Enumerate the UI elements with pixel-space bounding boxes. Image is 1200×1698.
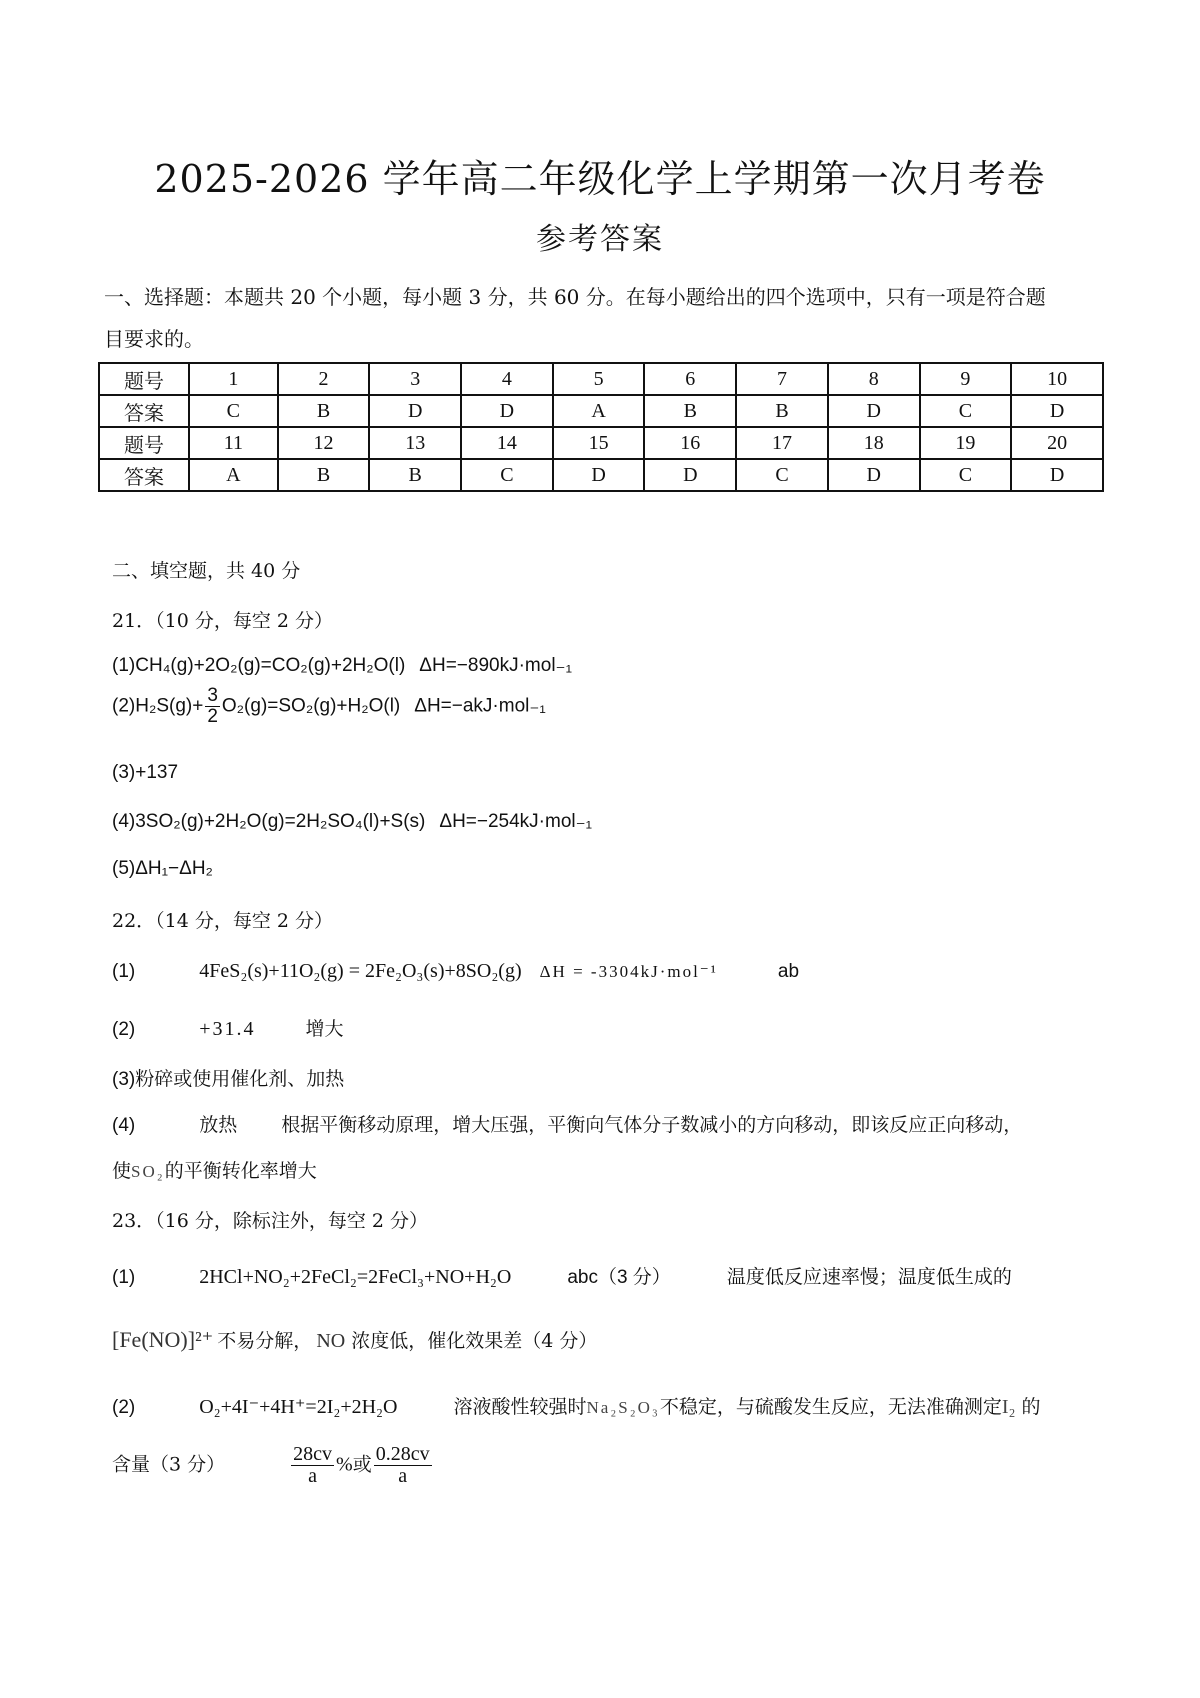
fraction-numerator: 28cv — [293, 1443, 333, 1465]
q23-a1-line2-formula: [Fe(NO)]²⁺ — [112, 1327, 214, 1352]
q21-a1-equation: (1)CH₄(g)+2O₂(g)=CO₂(g)+2H₂O(l) — [112, 655, 406, 676]
q23-a1-line2-mid: 不易分解， — [217, 1330, 313, 1352]
answer-cell: D — [553, 459, 645, 491]
q23-a1-line2-formula2: NO — [316, 1330, 346, 1352]
section2-heading: 二、填空题，共 40 分 — [112, 560, 301, 582]
answer-cell: D — [1011, 459, 1103, 491]
section1-intro — [104, 276, 1104, 360]
q22-a4-line2-formula: SO₂ — [131, 1162, 165, 1181]
answer-cell: D — [461, 395, 553, 427]
q22-a4-text1: 放热 — [199, 1114, 238, 1136]
fraction-denominator: a — [308, 1465, 318, 1487]
answer-cell: C — [920, 459, 1012, 491]
q22-a4-text2: 根据平衡移动原理，增大压强，平衡向气体分子数减小的方向移动，即该反应正向移动， — [281, 1114, 1023, 1136]
row-label-answer: 答案 — [99, 459, 189, 491]
q22-a2-value: +31.4 — [199, 1018, 256, 1040]
answer-cell: D — [369, 395, 461, 427]
q22-a4-line2-post: 的平衡转化率增大 — [164, 1160, 317, 1182]
answer-cell: B — [736, 395, 828, 427]
q22-a1-enthalpy: ΔH = -3304kJ·mol⁻¹ — [539, 962, 718, 981]
q21-answer-1 — [112, 654, 572, 677]
question-number-cell: 10 — [1011, 363, 1103, 395]
q21-a4-enthalpy: ΔH=−254kJ·mol₋₁ — [439, 811, 593, 832]
q23-a2-reason-mid: 不稳定，与硫酸发生反应，无法准确测定 — [659, 1396, 1002, 1418]
fraction-numerator: 3 — [207, 685, 218, 706]
section1-intro-line1: 一、选择题：本题共 20 个小题，每小题 3 分，共 60 分。在每小题给出的四个选项中，只有一项是符合题 — [104, 285, 1046, 309]
question-number-cell: 16 — [644, 427, 736, 459]
q21-header: 21．（10 分，每空 2 分） — [112, 610, 334, 632]
q22-a2-label: (2) — [112, 1019, 136, 1040]
question-number-cell: 13 — [369, 427, 461, 459]
q22-a4-label: (4) — [112, 1115, 136, 1136]
answer-cell: C — [189, 395, 278, 427]
answer-cell: B — [369, 459, 461, 491]
q21-a2-pre: (2)H₂S(g)+ — [112, 695, 204, 717]
q23-a2-reason-formula2: I₂ — [1001, 1396, 1016, 1418]
q23-answer-2-cont — [112, 1444, 434, 1487]
question-number-cell: 4 — [461, 363, 553, 395]
question-number-cell: 14 — [461, 427, 553, 459]
answer-cell: D — [644, 459, 736, 491]
answer-cell: C — [736, 459, 828, 491]
answer-cell: B — [278, 459, 370, 491]
q23-header: 23．（16 分，除标注外，每空 2 分） — [112, 1210, 429, 1232]
answer-cell: B — [278, 395, 370, 427]
question-number-cell: 18 — [828, 427, 920, 459]
q23-a2-reason-pre: 溶液酸性较强时 — [453, 1396, 587, 1418]
q22-answer-4-cont — [112, 1156, 317, 1183]
q22-answer-3: (3)粉碎或使用催化剂、加热 — [112, 1069, 345, 1090]
question-number-cell: 12 — [278, 427, 370, 459]
q22-a1-extra: ab — [777, 961, 800, 982]
page-subtitle: 参考答案 — [536, 222, 664, 257]
answer-cell: A — [553, 395, 645, 427]
q23-answer-1-cont — [112, 1326, 597, 1353]
question-number-cell: 9 — [920, 363, 1012, 395]
question-number-cell: 11 — [189, 427, 278, 459]
q23-a1-reason: 温度低反应速率慢；温度低生成的 — [726, 1266, 1012, 1288]
answer-cell: B — [644, 395, 736, 427]
table-row-question-numbers — [99, 427, 1103, 459]
q23-a2-line2-pre: 含量（3 分） — [112, 1453, 226, 1476]
q23-a2-label: (2) — [112, 1397, 136, 1418]
q22-answer-1 — [112, 960, 799, 983]
q23-a2-fraction-1 — [291, 1444, 334, 1487]
fraction-numerator: 0.28cv — [375, 1443, 430, 1465]
question-number-cell: 19 — [920, 427, 1012, 459]
q21-a1-enthalpy: ΔH=−890kJ·mol₋₁ — [419, 655, 572, 676]
q22-a1-equation: 4FeS₂(s)+11O₂(g) = 2Fe₂O₃(s)+8SO₂(g) — [199, 960, 522, 982]
question-number-cell: 15 — [553, 427, 645, 459]
q21-answer-5: (5)ΔH₁−ΔH₂ — [112, 858, 213, 879]
answer-cell: C — [920, 395, 1012, 427]
q21-a2-fraction — [205, 686, 220, 727]
q23-a2-reason-formula: Na₂S₂O₃ — [586, 1398, 660, 1417]
question-number-cell: 17 — [736, 427, 828, 459]
q22-a1-label: (1) — [112, 961, 136, 982]
q23-a1-extra: abc（3 分） — [567, 1267, 671, 1288]
q23-a2-or: 或 — [352, 1453, 372, 1476]
fraction-denominator: 2 — [207, 705, 218, 727]
question-number-cell: 1 — [189, 363, 278, 395]
q21-a4-equation: (4)3SO₂(g)+2H₂O(g)=2H₂SO₄(l)+S(s) — [112, 811, 426, 832]
question-number-cell: 3 — [369, 363, 461, 395]
table-row-answers — [99, 459, 1103, 491]
row-label-answer: 答案 — [99, 395, 189, 427]
question-number-cell: 20 — [1011, 427, 1103, 459]
answer-cell: D — [828, 459, 920, 491]
q21-answer-3: (3)+137 — [112, 762, 179, 783]
answer-table — [98, 362, 1104, 492]
q23-a2-percent: % — [336, 1453, 353, 1476]
page-title: 2025-2026 学年高二年级化学上学期第一次月考卷 — [154, 157, 1046, 201]
q21-a2-enthalpy: ΔH=−akJ·mol₋₁ — [414, 695, 546, 717]
row-label-number: 题号 — [99, 427, 189, 459]
row-label-number: 题号 — [99, 363, 189, 395]
fraction-denominator: a — [398, 1465, 408, 1487]
question-number-cell: 6 — [644, 363, 736, 395]
q22-a2-extra: 增大 — [305, 1018, 344, 1040]
answer-cell: C — [461, 459, 553, 491]
q21-answer-4 — [112, 810, 592, 833]
q22-answer-4 — [112, 1110, 1022, 1137]
q23-a2-reason-post: 的 — [1021, 1396, 1041, 1418]
answer-cell: D — [828, 395, 920, 427]
q23-answer-2 — [112, 1392, 1041, 1419]
q22-a4-line2-pre: 使 — [112, 1160, 132, 1182]
question-number-cell: 7 — [736, 363, 828, 395]
q23-answer-1 — [112, 1262, 1012, 1289]
table-row-answers — [99, 395, 1103, 427]
q23-a1-label: (1) — [112, 1267, 136, 1288]
q22-answer-2 — [112, 1014, 344, 1041]
q21-answer-2 — [112, 686, 546, 727]
question-number-cell: 8 — [828, 363, 920, 395]
q23-a2-equation: O₂+4I⁻+4H⁺=2I₂+2H₂O — [199, 1396, 398, 1418]
question-number-cell: 5 — [553, 363, 645, 395]
section1-intro-line2: 目要求的。 — [104, 327, 204, 351]
question-number-cell: 2 — [278, 363, 370, 395]
answer-cell: A — [189, 459, 278, 491]
q22-header: 22．（14 分，每空 2 分） — [112, 910, 334, 932]
table-row-question-numbers — [99, 363, 1103, 395]
q23-a1-line2-post: 浓度低，催化效果差（4 分） — [351, 1330, 598, 1352]
q23-a1-equation: 2HCl+NO₂+2FeCl₂=2FeCl₃+NO+H₂O — [199, 1266, 512, 1288]
q23-a2-fraction-2 — [374, 1444, 432, 1487]
q21-a2-post: O₂(g)=SO₂(g)+H₂O(l) — [221, 695, 401, 717]
answer-cell: D — [1011, 395, 1103, 427]
